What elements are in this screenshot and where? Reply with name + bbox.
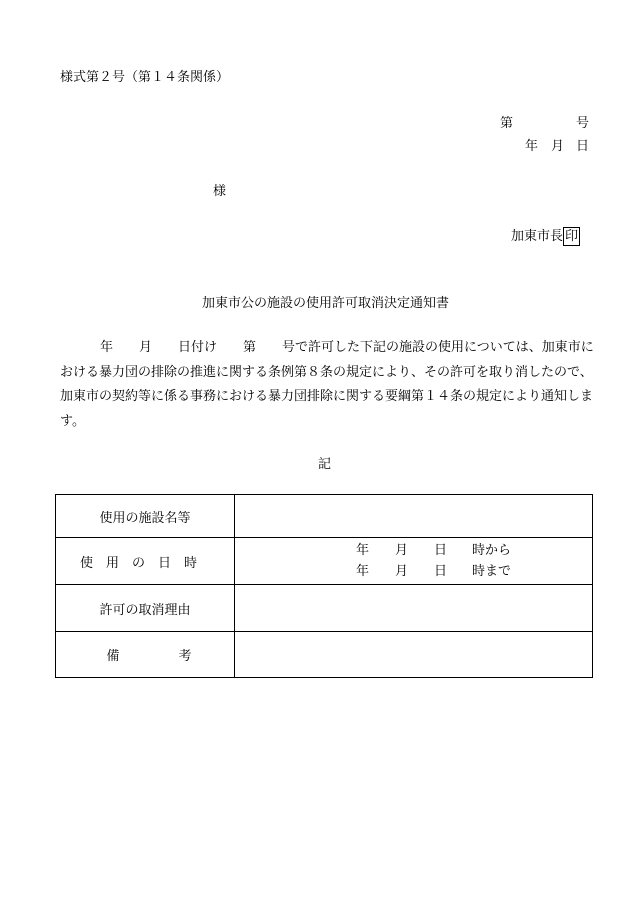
remarks-label: 備 考 <box>56 632 235 678</box>
reason-value <box>235 585 593 632</box>
ki-heading: 記 <box>318 457 332 472</box>
facility-value <box>235 495 593 538</box>
addressee-suffix: 様 <box>213 184 227 199</box>
document-number-prefix: 第 <box>500 116 514 131</box>
notice-body <box>60 336 592 434</box>
table-row <box>56 632 593 678</box>
body-line: す。 <box>60 413 85 429</box>
details-table <box>55 494 593 678</box>
facility-label: 使用の施設名等 <box>56 495 235 538</box>
datetime-to: 年 月 日 時まで <box>356 564 512 579</box>
datetime-value <box>235 538 593 585</box>
date-year: 年 <box>525 139 539 154</box>
table-row <box>56 495 593 538</box>
reason-label: 許可の取消理由 <box>56 585 235 632</box>
document-number-suffix: 号 <box>576 116 590 131</box>
datetime-label: 使用の日時 <box>56 538 235 585</box>
table-row <box>56 585 593 632</box>
body-line: 年 月 日付け 第 号で許可した下記の施設の使用については、加東市に <box>100 340 594 355</box>
issuer-name: 加東市長 <box>511 229 564 244</box>
document-title: 加東市公の施設の使用許可取消決定通知書 <box>202 296 450 311</box>
remarks-value <box>235 632 593 678</box>
datetime-from: 年 月 日 時から <box>356 543 512 558</box>
seal-mark: 印 <box>565 229 579 244</box>
body-line: 加東市の契約等に係る事務における暴力団排除に関する要綱第１４条の規定により通知しま <box>60 389 594 404</box>
date-day: 日 <box>576 139 590 154</box>
form-label: 様式第２号（第１４条関係） <box>60 70 230 85</box>
body-line: おける暴力団の排除の推進に関する条例第８条の規定により、その許可を取り消したので、 <box>60 364 593 380</box>
date-month: 月 <box>551 139 565 154</box>
table-row <box>56 538 593 585</box>
issuer-block <box>511 225 580 246</box>
